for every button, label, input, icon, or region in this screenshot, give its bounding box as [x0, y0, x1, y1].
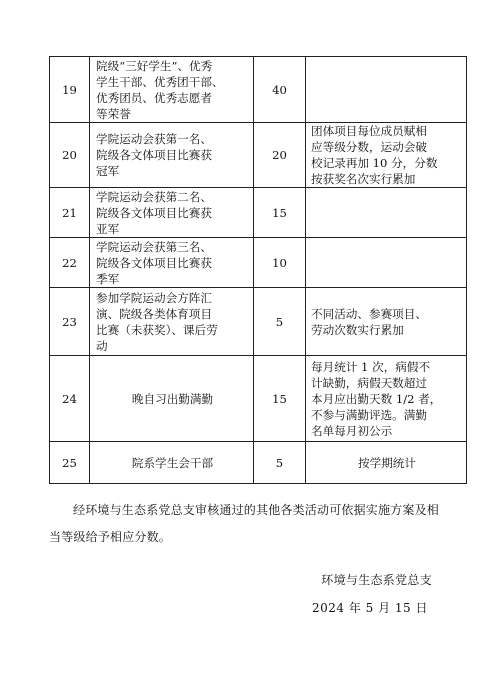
signature-date: 2024 年 5 月 15 日 — [311, 601, 428, 615]
item-description: 参加学院运动会方阵汇 演、院级各类体育项目 比赛（未获奖）、课后劳 动 — [90, 288, 254, 356]
item-description: 院级“三好学生”、优秀 学生干部、优秀团干部、 优秀团员、优秀志愿者 等荣誉 — [90, 57, 254, 123]
item-description: 晚自习出勤满勤 — [90, 356, 254, 442]
row-number: 20 — [50, 123, 90, 188]
item-note — [306, 57, 467, 123]
item-score: 5 — [254, 288, 306, 356]
points-table — [49, 56, 467, 484]
row-number: 21 — [50, 188, 90, 238]
item-score: 15 — [254, 356, 306, 442]
item-score: 40 — [254, 57, 306, 123]
item-score: 5 — [254, 442, 306, 484]
table-row — [50, 188, 467, 238]
item-description: 学院运动会获第一名、 院级各文体项目比赛获 冠军 — [90, 123, 254, 188]
item-score: 15 — [254, 188, 306, 238]
item-description: 院系学生会干部 — [90, 442, 254, 484]
item-note — [306, 188, 467, 238]
item-score: 20 — [254, 123, 306, 188]
item-description: 学院运动会获第二名、 院级各文体项目比赛获 亚军 — [90, 188, 254, 238]
table-row — [50, 123, 467, 188]
item-note: 按学期统计 — [306, 442, 467, 484]
item-note: 团体项目每位成员赋相 应等级分数，运动会破 校记录再加 10 分，分数 按获奖名次实行累加 — [306, 123, 467, 188]
signature-organization: 环境与生态系党总支 — [321, 573, 432, 587]
table-row — [50, 57, 467, 123]
table-row — [50, 442, 467, 484]
table-row — [50, 288, 467, 356]
item-note: 不同活动、参赛项目、 劳动次数实行累加 — [306, 288, 467, 356]
footnote-paragraph: 经环境与生态系党总支审核通过的其他各类活动可依据实施方案及相当等级给予相应分数。 — [49, 503, 440, 544]
row-number: 25 — [50, 442, 90, 484]
item-note — [306, 238, 467, 288]
item-score: 10 — [254, 238, 306, 288]
item-note: 每月统计 1 次，病假不 计缺勤，病假天数超过 本月应出勤天数 1/2 者， 不参与满勤评选。满勤 名单每月初公示 — [306, 356, 467, 442]
table-row — [50, 356, 467, 442]
row-number: 19 — [50, 57, 90, 123]
table-row — [50, 238, 467, 288]
row-number: 23 — [50, 288, 90, 356]
item-description: 学院运动会获第三名、 院级各文体项目比赛获 季军 — [90, 238, 254, 288]
row-number: 22 — [50, 238, 90, 288]
row-number: 24 — [50, 356, 90, 442]
